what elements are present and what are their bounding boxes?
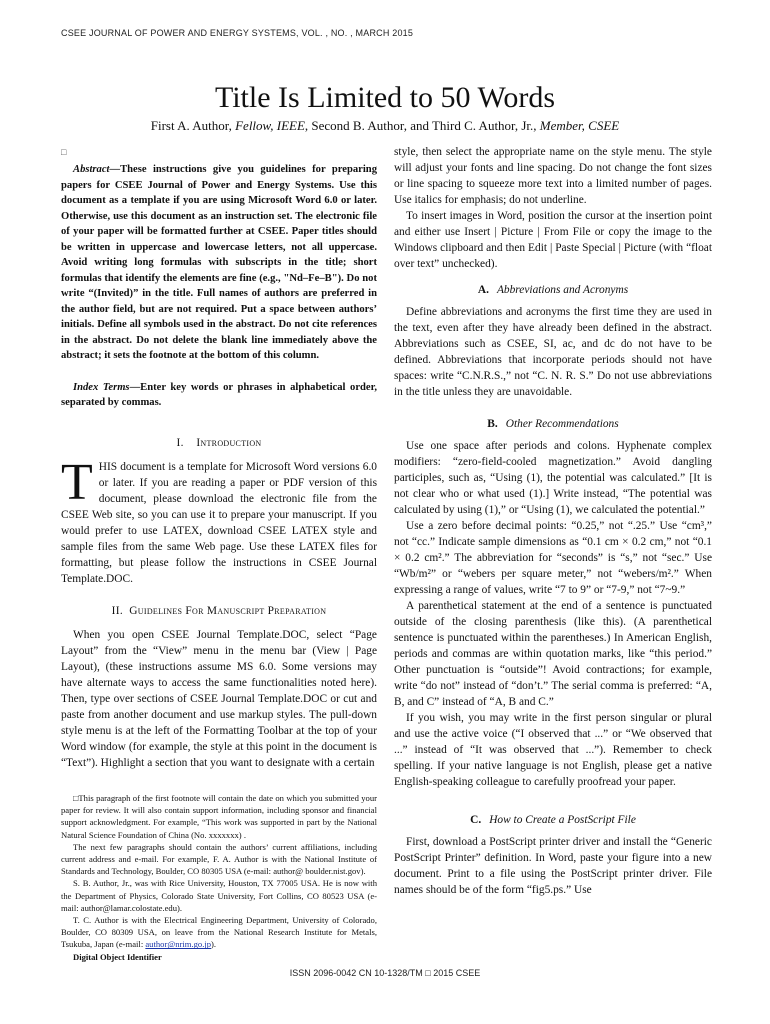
subsection-heading-a bbox=[394, 282, 712, 298]
right-paragraph-1: style, then select the appropriate name on the style menu. The style will adjust your fonts and line spacing. Do not change the font sizes or line spacing to squeeze more text into a limited number of pages. Use italics for emphasis; do not underline. bbox=[394, 146, 712, 206]
intro-caps: HIS bbox=[98, 460, 118, 473]
footnotes bbox=[61, 792, 377, 963]
postscript-paragraph: First, download a PostScript printer driver and install the “Generic PostScript Printer” definition. In Word, paste your figure into a new document. Print to a file using the PostScript printer driver. File names should be of the form “fig5.ps.” Use bbox=[394, 836, 712, 896]
abbreviations-paragraph: Define abbreviations and acronyms the first time they are used in the text, even after they have already been defined in the abstract. Abbreviations such as CSEE, SI, ac, and dc do not have to be defined. Abbreviations that incorporate periods should not have spaces: write “C.N.R.S.,” not “C. N. R. S.” Do not use abbreviations in the title unless they are unavoidable. bbox=[394, 306, 712, 398]
section-title: Introduction bbox=[196, 436, 262, 449]
section-heading-introduction bbox=[61, 435, 377, 451]
author-1: First A. Author, bbox=[150, 118, 236, 133]
right-column bbox=[394, 144, 712, 898]
doi-label: Digital Object Identifier bbox=[73, 951, 162, 962]
introduction-paragraph bbox=[61, 453, 377, 587]
section-heading-guidelines bbox=[61, 603, 377, 619]
intro-text: document is a template for Microsoft Word versions 6.0 or later. If you are reading a paper or PDF version of this document, please download the electronic file from the CSEE Web site, so you can use it to prepare your manuscript. If you would prefer to use LATEX, download CSEE LATEX style and sample files from the same Web page. Use these LATEX files for formatting, but please follow the instructions in CSEE Journal Template.DOC. bbox=[61, 460, 377, 585]
author-3-role: Member, CSEE bbox=[539, 118, 620, 133]
author-2-3: , Second B. Author, and Third C. Author, Jr., bbox=[304, 118, 540, 133]
subsection-heading-c bbox=[394, 812, 712, 828]
subsection-title: How to Create a PostScript File bbox=[489, 814, 636, 826]
subsection-letter: A. bbox=[477, 284, 489, 296]
footnote-4-end: ). bbox=[211, 939, 217, 950]
subsection-letter: C. bbox=[470, 814, 482, 826]
footnote-1: □This paragraph of the first footnote will contain the date on which you submitted your paper for review. It will also contain support information, including sponsor and financial support acknowledgment. For example, “This work was supported in part by the National Natural Science Foundation of China (No. xxxxxxx) . bbox=[61, 793, 377, 840]
footnote-2: The next few paragraphs should contain the authors’ current affiliations, including current address and e-mail. For example, F. A. Author is with the National Institute of Standards and Technology, Boulder, CO 80305 USA (e-mail: author@ boulder.nist.gov). bbox=[61, 841, 377, 877]
drop-cap: T bbox=[61, 453, 93, 511]
recommendations-paragraph-2: Use a zero before decimal points: “0.25,” not “.25.” Use “cm³,” not “cc.” Indicate sample dimensions as “0.1 cm × 0.2 cm,” not “0.1 × 0.2 cm².” The abbreviation for “seconds” is “s,” not “sec.” Use “Wb/m²” or “webers per square meter,” not “webers/m².” When expressing a range of values, write “7 to 9” or “7-9,” not “7~9.” bbox=[394, 520, 712, 596]
index-terms-label: Index Terms bbox=[73, 381, 130, 393]
section-number: I. bbox=[176, 436, 184, 449]
paper-title: Title Is Limited to 50 Words bbox=[214, 81, 556, 114]
subsection-heading-b bbox=[394, 416, 712, 432]
subsection-letter: B. bbox=[487, 418, 498, 430]
footnote-marker-icon: □ bbox=[61, 147, 67, 157]
index-terms-text: —Enter key words or phrases in alphabetical order, separated by commas. bbox=[61, 381, 377, 408]
recommendations-paragraph-3: A parenthetical statement at the end of a sentence is punctuated outside of the closing parenthesis (like this). (A parenthetical sentence is punctuated within the parentheses.) In American English, periods and commas are within quotation marks, like “this period.” Other punctuation is “outside”! Avoid contractions; for example, write “do not” instead of “don’t.” The serial comma is preferred: “A, B, and C” instead of “A, B and C.” bbox=[394, 600, 712, 708]
footnote-4-text: T. C. Author is with the Electrical Engineering Department, University of Colorado, Boulder, CO 80309 USA, on leave from the National Research Institute for Metals, Tsukuba, Japan (e-mail: bbox=[61, 915, 377, 950]
section-number: II. bbox=[111, 604, 123, 617]
author-line bbox=[0, 118, 770, 134]
subsection-title: Abbreviations and Acronyms bbox=[496, 284, 629, 296]
abstract-text: —These instructions give you guidelines for preparing papers for CSEE Journal of Power and Energy Systems. Use this document as a template if you are using Microsoft Word 6.0 or later. Otherwise, use this document as an instruction set. The electronic file of your paper will be formatted further at CSEE. Paper titles should be written in uppercase and lowercase letters, not all uppercase. Avoid writing long formulas with subscripts in the title; short formulas that identify the elements are fine (e.g., "Nd–Fe–B"). Do not write “(Invited)” in the title. Full names of authors are preferred in the author field, but are not required. Put a space between authors’ initials. Define all symbols used in the abstract. Do not cite references in the abstract. Do not delete the blank line immediately above the abstract; it sets the footnote at the bottom of this column. bbox=[61, 164, 377, 361]
section-title: Guidelines For Manuscript Preparation bbox=[129, 604, 327, 617]
footnote-3: S. B. Author, Jr., was with Rice University, Houston, TX 77005 USA. He is now with the Department of Physics, Colorado State University, Fort Collins, CO 80523 USA (e-mail: author@lamar.colostate.edu). bbox=[61, 878, 377, 913]
author-1-role: Fellow, IEEE bbox=[235, 118, 305, 133]
page-footer: ISSN 2096-0042 CN 10-1328/TM □ 2015 CSEE bbox=[289, 968, 481, 978]
footnote-4 bbox=[61, 914, 377, 951]
running-header: CSEE JOURNAL OF POWER AND ENERGY SYSTEMS, VOL. , NO. , MARCH 2015 bbox=[61, 28, 414, 38]
email-link[interactable]: author@nrim.go.jp bbox=[145, 939, 212, 950]
left-column bbox=[61, 144, 377, 771]
index-terms bbox=[61, 380, 377, 411]
guidelines-paragraph: When you open CSEE Journal Template.DOC, select “Page Layout” from the “View” menu in the menu bar (View | Page Layout), (these instructions assume MS 6.0. Some versions may have alternate ways to access the same functionalities noted here). Then, type over sections of CSEE Journal Template.DOC or cut and paste from another document and use markup styles. The pull-down style menu is at the left of the Formatting Toolbar at the top of your Word window (for example, the style at this point in the document is “Text”). Highlight a section that you want to designate with a certain bbox=[61, 628, 377, 769]
right-paragraph-2: To insert images in Word, position the cursor at the insertion point and either use Insert | Picture | From File or copy the image to the Windows clipboard and then Edit | Paste Special | Picture (with “float over text” unchecked). bbox=[394, 210, 712, 270]
recommendations-paragraph-4: If you wish, you may write in the first person singular or plural and use the active voice (“I observed that ...” or “We observed that ...” instead of “It was observed that ...”). Remember to check spelling. If your native language is not English, please get a native English-speaking colleague to carefully proofread your paper. bbox=[394, 712, 712, 788]
abstract-label: Abstract bbox=[73, 164, 110, 175]
abstract bbox=[61, 162, 377, 364]
subsection-title: Other Recommendations bbox=[505, 418, 619, 430]
recommendations-paragraph-1: Use one space after periods and colons. Hyphenate complex modifiers: “zero-field-cooled magnetization.” Avoid dangling participles, such as, “Using (1), the potential was calculated.” [It is not clear who or what used (1).] Write instead, “The potential was calculated by using (1),” or “Using (1), we calculated the potential.” bbox=[394, 440, 712, 516]
